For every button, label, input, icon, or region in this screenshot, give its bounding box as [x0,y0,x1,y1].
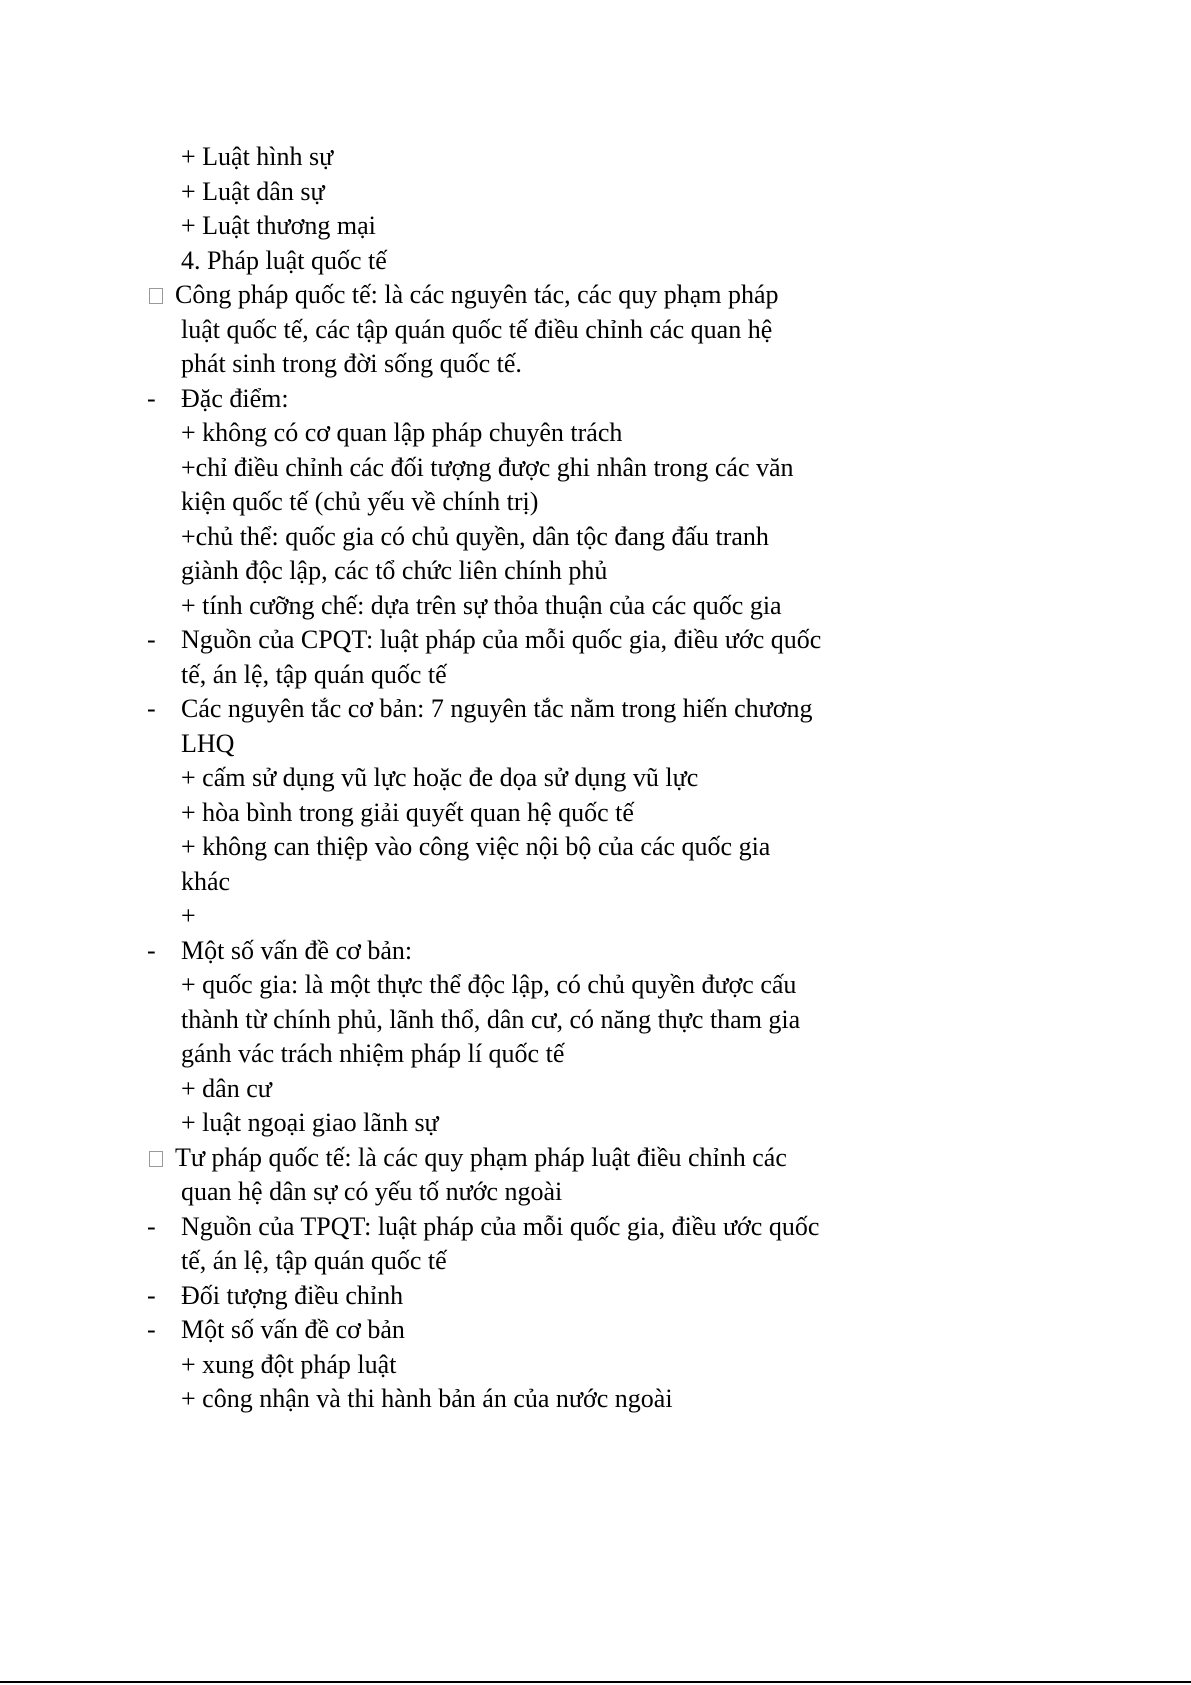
text-line [145,1348,905,1383]
text-line [145,451,905,486]
line-text: Nguồn của CPQT: luật pháp của mỗi quốc gia, điều ước quốc [181,625,822,654]
line-text: + Luật hình sự [181,142,334,171]
line-text: + luật ngoại giao lãnh sự [181,1108,439,1137]
text-line [145,244,905,279]
line-text: thành từ chính phủ, lãnh thổ, dân cư, có năng thực tham gia [181,1004,801,1034]
document-body [145,140,905,1417]
text-line [145,1382,905,1417]
line-text: phát sinh trong đời sống quốc tế. [181,349,522,378]
text-line [145,1141,905,1176]
text-line [145,1175,905,1210]
line-text: giành độc lập, các tổ chức liên chính phủ [181,556,608,585]
dash-bullet: - [147,1315,156,1344]
text-line [145,520,905,555]
checkbox-bullet-icon [149,288,163,304]
text-line [145,347,905,382]
text-line [145,1244,905,1279]
dash-bullet: - [147,625,156,654]
text-line [145,554,905,589]
line-text: + công nhận và thi hành bản án của nước ngoài [181,1384,673,1413]
checkbox-bullet-icon [149,1151,163,1167]
line-text: 4. Pháp luật quốc tế [181,245,387,275]
page-bottom-rule [0,1681,1191,1683]
line-text: LHQ [181,728,235,758]
line-text: tế, án lệ, tập quán quốc tế [181,659,447,689]
line-text: + Luật thương mại [181,211,376,240]
dash-bullet: - [147,694,156,723]
line-text: +chủ thể: quốc gia có chủ quyền, dân tộc đang đấu tranh [181,521,769,551]
text-line [145,1106,905,1141]
dash-bullet: - [147,1211,156,1241]
text-line [145,278,905,313]
line-text: luật quốc tế, các tập quán quốc tế điều chỉnh các quan hệ [181,314,773,344]
text-line [145,830,905,865]
text-line [145,1210,905,1245]
line-text: Một số vấn đề cơ bản: [181,935,413,965]
line-text: Nguồn của TPQT: luật pháp của mỗi quốc gia, điều ước quốc [181,1211,820,1241]
text-line [145,865,905,900]
text-line [145,589,905,624]
text-line [145,382,905,417]
line-text: + cấm sử dụng vũ lực hoặc đe dọa sử dụng vũ lực [181,763,699,792]
line-text: Công pháp quốc tế: là các nguyên tác, các quy phạm pháp [175,280,779,309]
line-text: + không can thiệp vào công việc nội bộ của các quốc gia [181,832,771,861]
text-line [145,796,905,831]
line-text: Một số vấn đề cơ bản [181,1315,405,1344]
line-text: tế, án lệ, tập quán quốc tế [181,1246,447,1275]
text-line [145,761,905,796]
text-line [145,1003,905,1038]
line-text: + không có cơ quan lập pháp chuyên trách [181,418,623,447]
line-text: Tư pháp quốc tế: là các quy phạm pháp luật điều chỉnh các [175,1142,787,1172]
text-line [145,1279,905,1314]
text-line [145,175,905,210]
text-line [145,899,905,934]
line-text: + dân cư [181,1073,272,1103]
line-text: +chỉ điều chỉnh các đối tượng được ghi nhân trong các văn [181,452,794,482]
text-line [145,313,905,348]
line-text: khác [181,866,231,896]
line-text: gánh vác trách nhiệm pháp lí quốc tế [181,1039,565,1068]
line-text: + tính cưỡng chế: dựa trên sự thỏa thuận của các quốc gia [181,590,782,620]
line-text: + Luật dân sự [181,176,325,206]
text-line [145,934,905,969]
text-line [145,209,905,244]
line-text: Đặc điểm: [181,383,289,413]
text-line [145,727,905,762]
line-text: + hòa bình trong giải quyết quan hệ quốc tế [181,797,634,827]
dash-bullet: - [147,383,156,413]
text-line [145,1313,905,1348]
dash-bullet: - [147,935,156,965]
line-text: + xung đột pháp luật [181,1349,397,1379]
line-text: Các nguyên tắc cơ bản: 7 nguyên tắc nằm trong hiến chương [181,694,813,723]
text-line [145,1072,905,1107]
line-text: + quốc gia: là một thực thể độc lập, có chủ quyền được cấu [181,970,797,999]
text-line [145,968,905,1003]
line-text: Đối tượng điều chỉnh [181,1280,404,1310]
line-text: kiện quốc tế (chủ yếu về chính trị) [181,487,539,516]
text-line [145,485,905,520]
text-line [145,1037,905,1072]
text-line [145,623,905,658]
dash-bullet: - [147,1280,156,1310]
text-line [145,692,905,727]
line-text: quan hệ dân sự có yếu tố nước ngoài [181,1177,563,1206]
text-line [145,140,905,175]
line-text: + [181,901,196,930]
text-line [145,658,905,693]
text-line [145,416,905,451]
